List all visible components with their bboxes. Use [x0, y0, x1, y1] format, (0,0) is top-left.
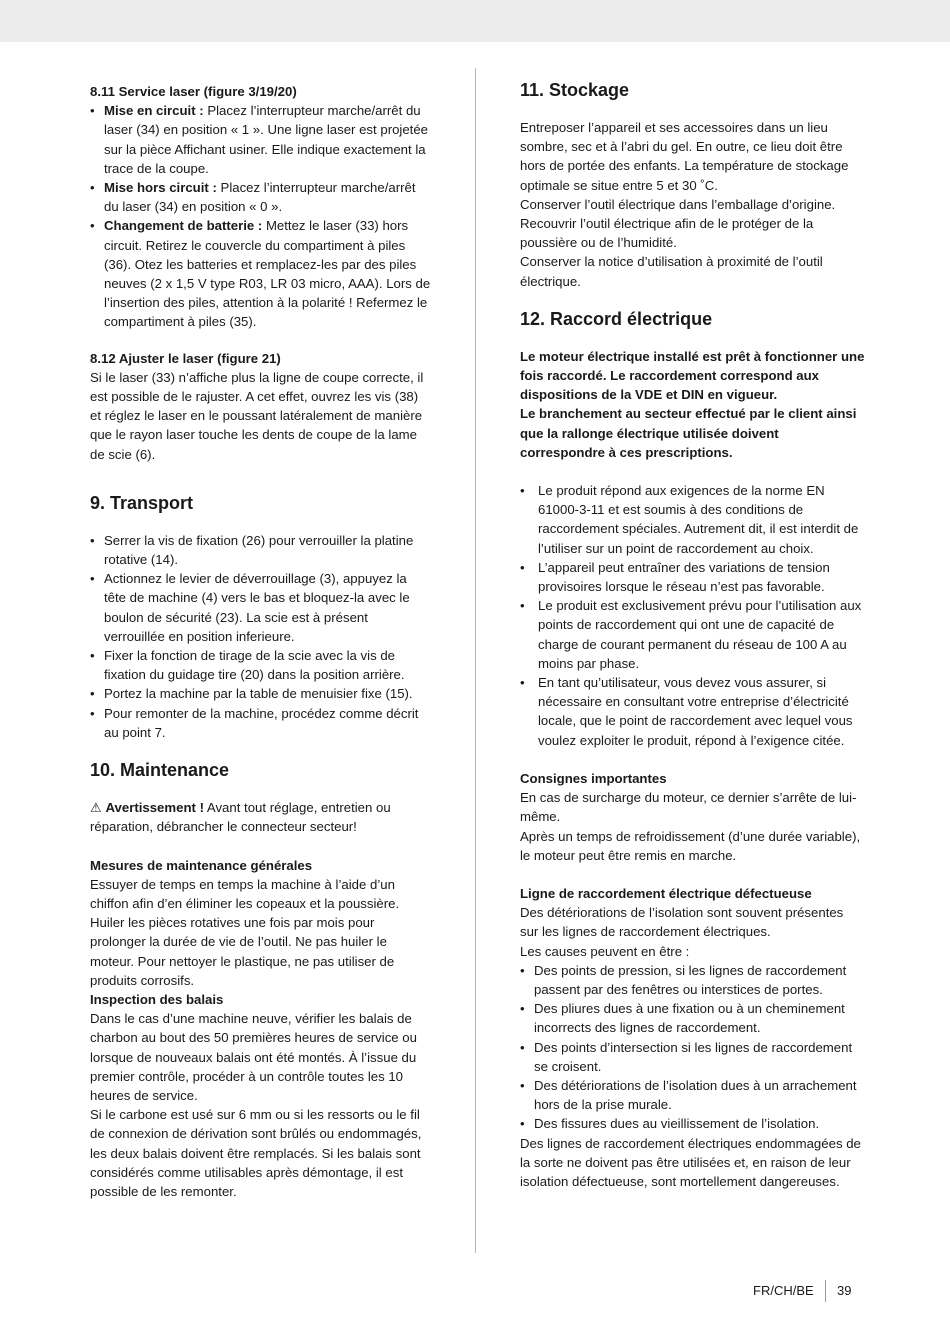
- right-column: [520, 82, 865, 1191]
- list-item: • Des détériorations de l’isolation dues à un arrachement hors de la prise murale.: [520, 1076, 865, 1114]
- electrical-list: [520, 481, 865, 750]
- defect-list: [520, 961, 865, 1134]
- list-item: • Portez la machine par la table de menuisier fixe (15).: [90, 684, 432, 703]
- item-text: Mettez le laser (33) hors circuit. Retirez le couvercle du compartiment à piles (36). Otez les batteries et remplacez-les par des piles neuves (2 x 1,5 V type R03, LR 03 micro, AAA). Lors de l’insertion des piles, attention à la polarité ! Refermez le compartiment à piles (35).: [104, 218, 431, 330]
- section-8-12-text: Si le laser (33) n’affiche plus la ligne de coupe correcte, il est possible de le rajuster. A cet effet, ouvrez les vis (38) et réglez le laser en le poussant latéralement de manière que le rayon laser touche les dents de coupe de la lame de scie (6).: [90, 369, 424, 462]
- brush-inspection-text: Si le carbone est usé sur 6 mm ou si les ressorts ou le fil de connexion de dérivation sont brûlés ou endommagés, les deux balais doivent être remplacés. Si les balais sont considérés comme utilisables après démontage, il est possible de les remonter.: [90, 1107, 422, 1199]
- brush-inspection-title: Inspection des balais: [90, 991, 224, 1007]
- list-item: • Des fissures dues au vieillissement de l’isolation.: [520, 1114, 865, 1133]
- list-item: • Le produit répond aux exigences de la norme EN 61000-3-11 et est soumis à des conditions de raccordement spéciales. Autrement dit, il est interdit de l’utiliser sur un point de raccordement au choix.: [520, 481, 865, 558]
- electrical-bold-text: [520, 404, 865, 462]
- section-9-title: 9. Transport: [90, 492, 194, 513]
- list-item: • Des pliures dues à une fixation ou à un cheminement incorrects des lignes de raccordement.: [520, 999, 865, 1037]
- section-8-12-title: 8.12 Ajuster le laser (figure 21): [90, 350, 281, 366]
- warning-paragraph: [90, 798, 432, 836]
- list-item: [90, 101, 432, 178]
- important-text: En cas de surcharge du moteur, ce dernier s’arrête de lui-même.: [520, 790, 857, 825]
- section-12-title: 12. Raccord électrique: [520, 308, 713, 329]
- defect-text: Les causes peuvent en être :: [520, 943, 690, 959]
- warning-label: Avertissement !: [105, 800, 204, 816]
- item-bold-label: Mise en circuit :: [104, 103, 204, 119]
- defect-title: Ligne de raccordement électrique défectueuse: [520, 885, 812, 901]
- brush-inspection-text: Dans le cas d’une machine neuve, vérifier les balais de charbon au bout des 50 premières heures de service ou lorsque de nouveaux balais ont été montés. À l’issue du premier contrôle, procéder à un contrôle toutes les 10 heures de service.: [90, 1011, 417, 1103]
- storage-text: Conserver l’outil électrique dans l’emballage d’origine.: [520, 196, 836, 212]
- list-item: • L’appareil peut entraîner des variations de tension provisoires lorsque le réseau n’est pas favorable.: [520, 558, 865, 596]
- bold-text: Le branchement au secteur effectué par le client ainsi que la rallonge électrique utilisée doivent correspondre à ces prescriptions.: [520, 406, 857, 460]
- list-item: • Pour remonter de la machine, procédez comme décrit au point 7.: [90, 704, 432, 742]
- section-8-11-list: [90, 101, 432, 331]
- item-bold-label: Mise hors circuit :: [104, 180, 217, 196]
- defect-text: Des détériorations de l’isolation sont souvent présentes sur les lignes de raccordement électriques.: [520, 905, 844, 940]
- storage-text: Entreposer l’appareil et ses accessoires dans un lieu sombre, sec et à l’abri du gel. En outre, ce lieu doit être hors de portée des enfants. La température de stockage optimale se situe entre 5 et 30 ˚C.: [520, 120, 849, 193]
- page-number: 39: [837, 1283, 852, 1298]
- list-item: • Le produit est exclusivement prévu pour l’utilisation aux points de raccordement qui ont une de capacité de charge de courant permanent du réseau de 100 A au moins par phase.: [520, 596, 865, 673]
- bold-text: Le moteur électrique installé est prêt à fonctionner une fois raccordé. Le raccordement correspond aux dispositions de la VDE et DIN en vigueur.: [520, 348, 865, 403]
- footer-separator: [825, 1280, 826, 1302]
- item-text: Placez l’interrupteur marche/arrêt du laser (34) en position « 0 ».: [104, 180, 416, 215]
- list-item: [90, 178, 432, 216]
- section-8-11-title: 8.11 Service laser (figure 3/19/20): [90, 84, 297, 99]
- list-item: • Actionnez le levier de déverrouillage (3), appuyez la tête de machine (4) vers le bas et bloquez-la avec le boulon de sécurité (23). La scie est à présent verrouillée en position inferieure.: [90, 569, 432, 646]
- list-item: • En tant qu’utilisateur, vous devez vous assurer, si nécessaire en consultant votre entreprise d’électricité locale, que le point de raccordement avec lequel vous voulez exploiter le produit, répond à l’exigence citée.: [520, 673, 865, 750]
- electrical-bold-text: [520, 347, 865, 405]
- left-column: [90, 82, 432, 1201]
- list-item: • Serrer la vis de fixation (26) pour verrouiller la platine rotative (14).: [90, 531, 432, 569]
- important-text: Après un temps de refroidissement (d’une durée variable), le moteur peut être remis en marche.: [520, 828, 861, 863]
- list-item: • Des points de pression, si les lignes de raccordement passent par des fenêtres ou interstices de portes.: [520, 961, 865, 999]
- list-item: [90, 216, 432, 331]
- footer-locale: FR/CH/BE: [753, 1283, 814, 1298]
- section-11-title: 11. Stockage: [520, 80, 630, 100]
- general-maintenance-text: Essuyer de temps en temps la machine à l’aide d’un chiffon afin d’en éliminer les copeaux et la poussière. Huiler les pièces rotatives une fois par mois pour prolonger la durée de vie de l’outil. Ne pas huiler le moteur. Pour nettoyer le plastique, ne pas utiliser de produits corrosifs.: [90, 876, 400, 988]
- defect-text: Des lignes de raccordement électriques endommagées de la sorte ne doivent pas être utilisées et, en raison de leur isolation défectueuse, sont mortellement dangereuses.: [520, 1135, 861, 1189]
- storage-text: Recouvrir l’outil électrique afin de le protéger de la poussière ou de l’humidité.: [520, 216, 814, 251]
- item-text: Placez l’interrupteur marche/arrêt du laser (34) en position « 1 ». Une ligne laser est projetée sur la pièce Affichant usiner. Elle indique exactement la trace de la coupe.: [104, 103, 429, 176]
- important-title: Consignes importantes: [520, 770, 667, 786]
- storage-text: Conserver la notice d’utilisation à proximité de l’outil électrique.: [520, 254, 823, 289]
- section-9-list: [90, 531, 432, 742]
- top-bar: [0, 0, 950, 42]
- general-maintenance-title: Mesures de maintenance générales: [90, 857, 313, 873]
- list-item: • Fixer la fonction de tirage de la scie avec la vis de fixation du guidage tire (20) dans la position arrière.: [90, 646, 432, 684]
- list-item: • Des points d’intersection si les lignes de raccordement se croisent.: [520, 1038, 865, 1076]
- item-bold-label: Changement de batterie :: [104, 218, 263, 234]
- column-divider: [475, 68, 476, 1253]
- section-10-title: 10. Maintenance: [90, 760, 230, 781]
- warning-icon: ⚠: [90, 800, 102, 816]
- warning-text: Avant tout réglage, entretien ou réparation, débrancher le connecteur secteur!: [90, 800, 391, 835]
